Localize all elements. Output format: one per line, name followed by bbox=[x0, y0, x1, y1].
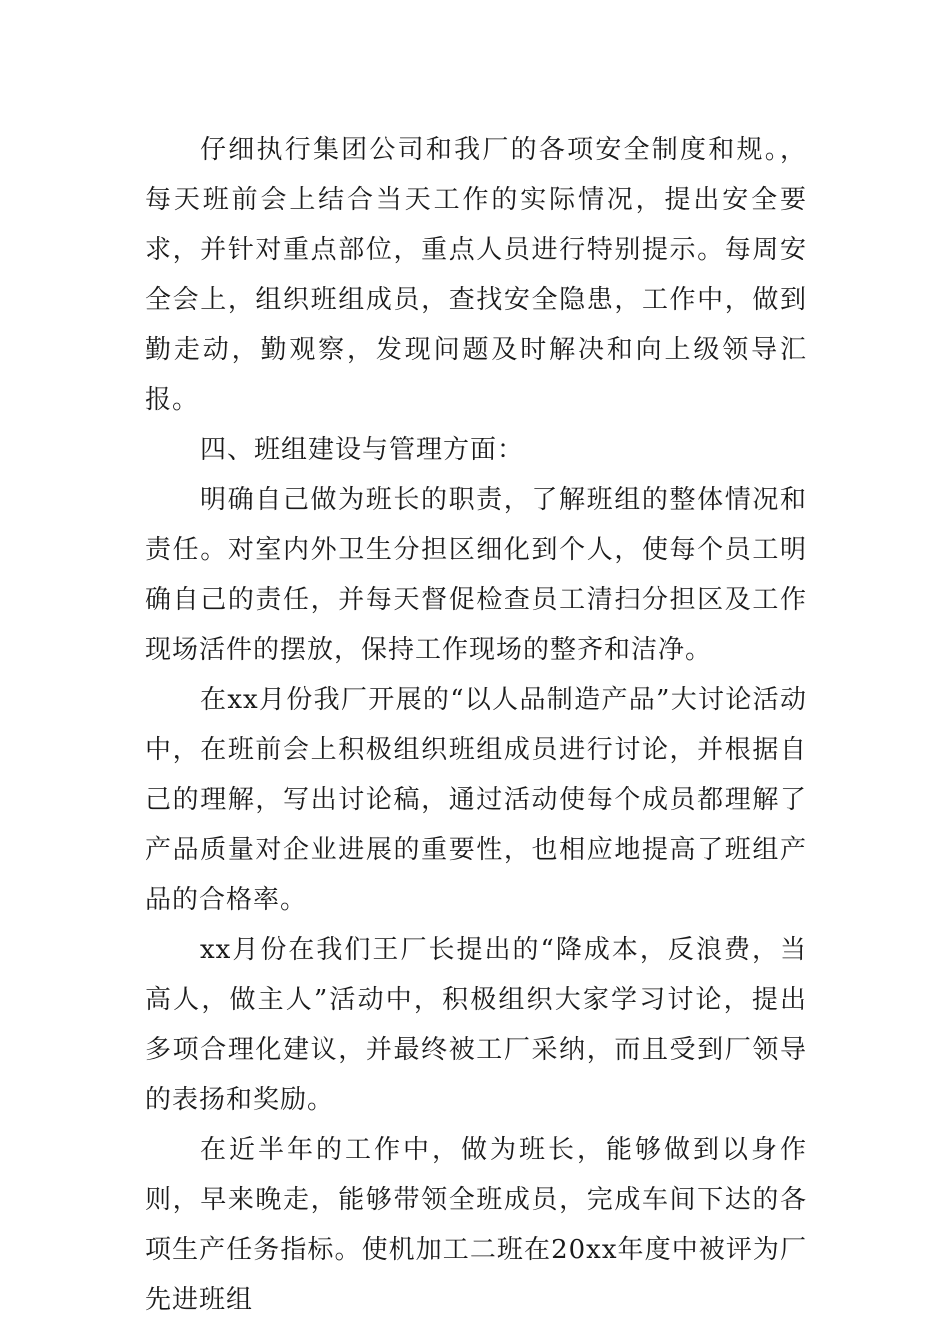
document-body bbox=[145, 125, 807, 1325]
paragraph-safety: 仔细执行集团公司和我厂的各项安全制度和规。，每天班前会上结合当天工作的实际情况，提出安全要求，并针对重点部位，重点人员进行特别提示。每周安全会上，组织班组成员，查找安全隐患，工作中，做到勤走动，勤观察，发现问题及时解决和向上级领导汇报。 bbox=[145, 135, 807, 415]
paragraph-summary: 在近半年的工作中，做为班长，能够做到以身作则，早来晚走，能够带领全班成员，完成车间下达的各项生产任务指标。使机加工二班在20xx年度中被评为厂先进班组 bbox=[145, 1135, 807, 1315]
paragraph-cost-reduction: xx月份在我们王厂长提出的“降成本，反浪费，当高人，做主人”活动中，积极组织大家学习讨论，提出多项合理化建议，并最终被工厂采纳，而且受到厂领导的表扬和奖励。 bbox=[145, 935, 807, 1115]
paragraph-responsibility: 明确自己做为班长的职责，了解班组的整体情况和责任。对室内外卫生分担区细化到个人，使每个员工明确自己的责任，并每天督促检查员工清扫分担区及工作现场活件的摆放，保持工作现场的整齐和洁净。 bbox=[145, 485, 807, 665]
section-heading-team-building: 四、班组建设与管理方面： bbox=[200, 435, 525, 465]
paragraph-quality-discussion: 在xx月份我厂开展的“以人品制造产品”大讨论活动中，在班前会上积极组织班组成员进行讨论，并根据自己的理解，写出讨论稿，通过活动使每个成员都理解了产品质量对企业进展的重要性，也相应地提高了班组产品的合格率。 bbox=[145, 685, 807, 915]
